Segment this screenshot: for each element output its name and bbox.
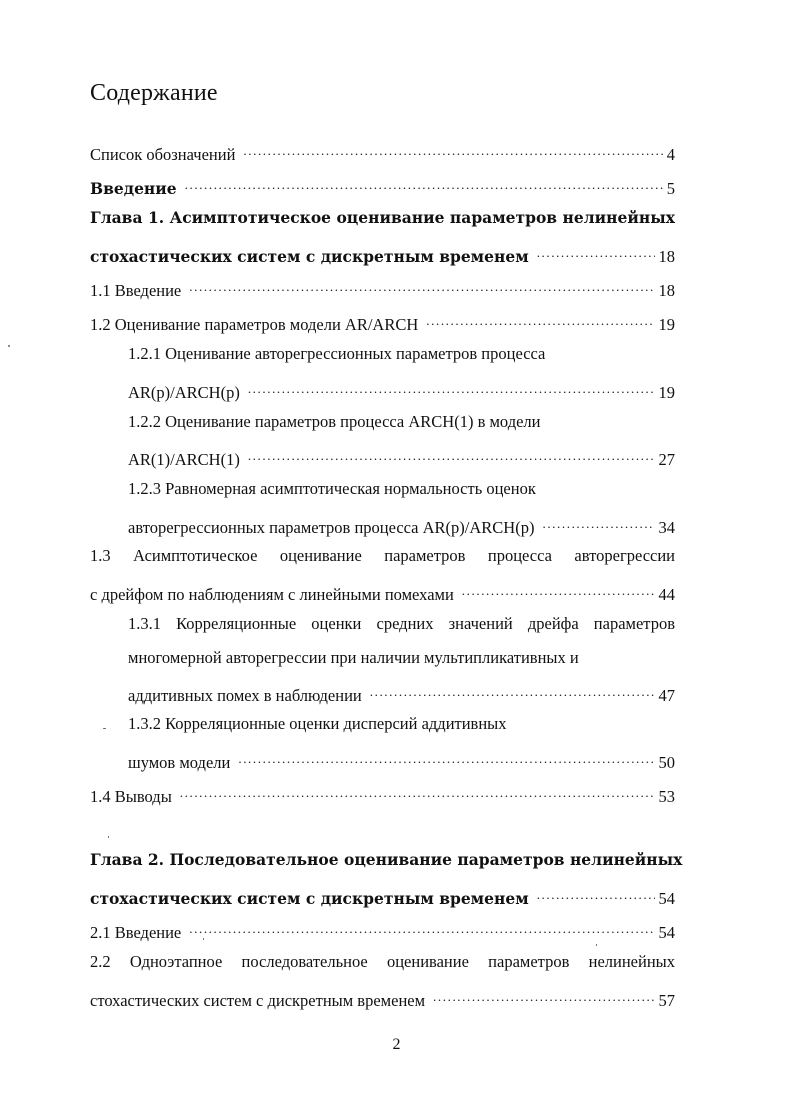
toc-entry-text: 1.2 Оценивание параметров модели AR/ARCH: [90, 315, 419, 334]
toc-entry-text: AR(p)/ARCH(p): [128, 383, 240, 402]
toc-entry-text: стохастических систем с дискретным временем: [90, 991, 426, 1010]
toc-title: Содержание: [90, 80, 218, 106]
toc-entry-page: 57: [658, 991, 675, 1010]
toc-entry-page: 54: [658, 923, 675, 942]
toc-entry-page: 53: [658, 787, 675, 806]
leader-dots: [189, 918, 654, 938]
leader-dots: [542, 513, 654, 533]
toc-entry[interactable]: [90, 580, 675, 605]
scan-speck: [108, 836, 109, 838]
toc-entry-text: с дрейфом по наблюдениям с линейными помехами: [90, 585, 454, 604]
toc-entry[interactable]: [128, 681, 675, 706]
toc-entry-page: 44: [658, 585, 675, 604]
leader-dots: [433, 986, 654, 1006]
leader-dots: [248, 445, 655, 465]
toc-entry[interactable]: [90, 310, 675, 335]
toc-entry-page: 54: [658, 889, 675, 908]
toc-entry[interactable]: [90, 782, 675, 807]
toc-entry[interactable]: [128, 513, 675, 538]
toc-entry[interactable]: [90, 174, 675, 199]
toc-entry-page: 34: [658, 518, 675, 537]
leader-dots: [185, 174, 663, 194]
toc-entry-text: AR(1)/ARCH(1): [128, 450, 240, 469]
toc-entry[interactable]: [90, 918, 675, 943]
leader-dots: [537, 884, 655, 904]
toc-entry-page: 19: [658, 315, 675, 334]
toc-entry-text: авторегрессионных параметров процесса AR(p)/ARCH(p): [128, 518, 535, 537]
leader-dots: [248, 378, 655, 398]
page-number: 2: [392, 1036, 401, 1053]
toc-entry[interactable]: [128, 378, 675, 403]
leader-dots: [370, 681, 655, 701]
toc-entry-text: стохастических систем с дискретным временем: [90, 889, 529, 908]
scan-speck: [203, 938, 204, 940]
toc-entry-line[interactable]: Глава 1. Асимптотическое оценивание параметров нелинейных: [90, 208, 675, 227]
toc-entry-line[interactable]: 1.2.2 Оценивание параметров процесса ARCH(1) в модели: [128, 412, 541, 431]
scan-speck: [103, 728, 106, 729]
toc-entry-page: 18: [658, 247, 675, 266]
toc-entry-text: 1.4 Выводы: [90, 787, 172, 806]
toc-entry-line[interactable]: 1.3.2 Корреляционные оценки дисперсий аддитивных: [128, 714, 507, 733]
toc-entry-line[interactable]: 1.2.3 Равномерная асимптотическая нормальность оценок: [128, 479, 536, 498]
toc-entry-text: шумов модели: [128, 753, 231, 772]
toc-entry-text: стохастических систем с дискретным временем: [90, 247, 529, 266]
scan-speck: [8, 345, 10, 347]
toc-entry[interactable]: [90, 140, 675, 165]
toc-entry[interactable]: [128, 445, 675, 470]
toc-entry-page: 50: [658, 753, 675, 772]
leader-dots: [537, 242, 655, 262]
leader-dots: [426, 310, 654, 330]
toc-entry-text: Введение: [90, 179, 177, 198]
toc-entry-page: 27: [658, 450, 675, 469]
toc-entry-text: 1.1 Введение: [90, 281, 182, 300]
toc-entry-line[interactable]: 1.3 Асимптотическое оценивание параметров процесса авторегрессии: [90, 546, 675, 565]
leader-dots: [462, 580, 655, 600]
toc-entry[interactable]: [90, 884, 675, 909]
toc-entry-page: 19: [658, 383, 675, 402]
toc-entry-line[interactable]: многомерной авторегрессии при наличии мультипликативных и: [128, 648, 579, 667]
toc-entry[interactable]: [90, 242, 675, 267]
toc-entry[interactable]: [90, 276, 675, 301]
toc-entry-line[interactable]: 1.3.1 Корреляционные оценки средних значений дрейфа параметров: [128, 614, 675, 633]
toc-entry-text: 2.1 Введение: [90, 923, 182, 942]
toc-entry-text: аддитивных помех в наблюдении: [128, 686, 362, 705]
toc-entry[interactable]: [90, 986, 675, 1011]
toc-entry-line[interactable]: 1.2.1 Оценивание авторегрессионных параметров процесса: [128, 344, 546, 363]
leader-dots: [189, 276, 654, 296]
toc-entry-line[interactable]: 2.2 Одноэтапное последовательное оценивание параметров нелинейных: [90, 952, 675, 971]
toc-entry-text: Список обозначений: [90, 145, 236, 164]
toc-entry-line[interactable]: Глава 2. Последовательное оценивание параметров нелинейных: [90, 850, 683, 869]
leader-dots: [243, 140, 662, 160]
leader-dots: [238, 748, 654, 768]
toc-entry-page: 5: [666, 179, 675, 198]
toc-entry[interactable]: [128, 748, 675, 773]
toc-entry-page: 4: [666, 145, 675, 164]
scan-speck: [596, 944, 597, 946]
toc-entry-page: 47: [658, 686, 675, 705]
toc-entry-page: 18: [658, 281, 675, 300]
leader-dots: [180, 782, 655, 802]
